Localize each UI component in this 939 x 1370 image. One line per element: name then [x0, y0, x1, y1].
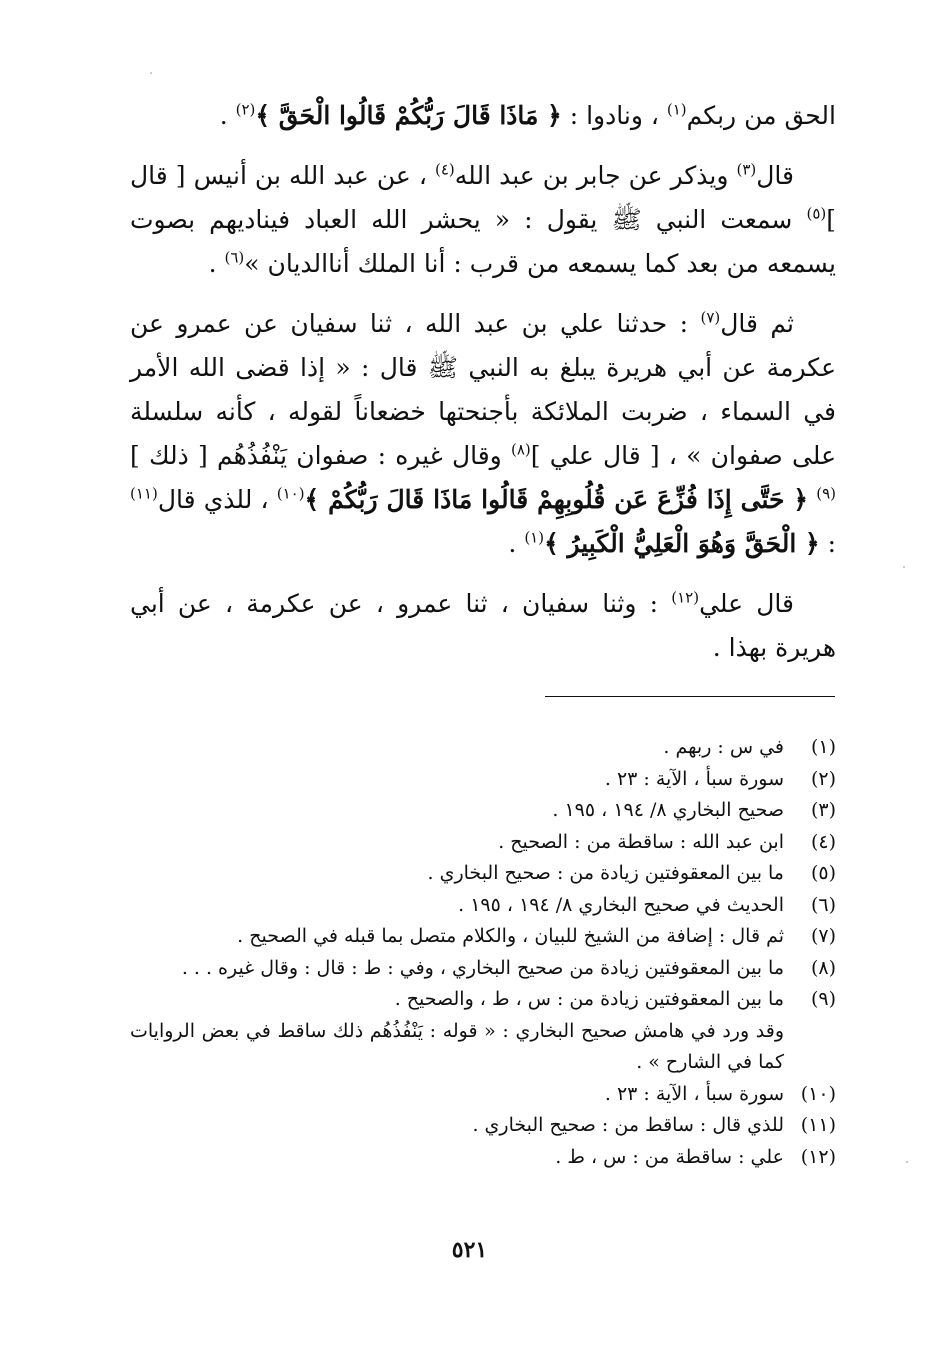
footnote-text: وقد ورد في هامش صحيح البخاري : « قوله : يَنْفُذُهُم ذلك ساقط في بعض الروايات كما في الشارح » .	[130, 1019, 784, 1073]
footnote	[130, 795, 836, 827]
paragraph	[130, 94, 836, 138]
footnote-text: في س : ربهم .	[663, 736, 784, 758]
footnote	[130, 953, 836, 985]
quran-verse: ﴿ مَاذَا قَالَ رَبُّكُمْ قَالُوا الْحَقَّ ﴾	[255, 101, 562, 130]
text-run: ويذكر عن جابر بن عبد الله	[454, 161, 737, 190]
footnote-number: (١)	[810, 736, 836, 758]
footnote	[130, 858, 836, 890]
footnote-divider	[545, 696, 835, 697]
main-text	[130, 94, 836, 686]
footnotes	[130, 732, 836, 1173]
footnote-number: (٩)	[810, 988, 836, 1010]
text-run: : حدثنا علي بن عبد الله ، ثنا سفيان عن عمرو عن عكرمة عن أبي هريرة يبلغ به النبي ﷺ قال : « إذا قضى الله الأمر في السماء ، ضربت الملائكة بأجنحتها خضعاناً لقوله ، كأنه سلسلة على صفوان » ، [ قال علي ]	[130, 309, 837, 470]
footnote-ref: (٦)	[224, 248, 245, 267]
footnote-text: ما بين المعقوفتين زيادة من : س ، ط ، والصحيح .	[394, 988, 784, 1010]
footnote-text: الحديث في صحيح البخاري ٨/ ١٩٤ ، ١٩٥ .	[458, 893, 784, 916]
footnote-ref: (٩)	[816, 484, 837, 503]
text-run: ثم قال	[720, 309, 794, 338]
footnote-text: ما بين المعقوفتين زيادة من صحيح البخاري ، وفي : ط : قال : وقال غيره . . .	[181, 956, 784, 979]
text-run: سمعت النبي ﷺ يقول : « يحشر الله العباد فيناديهم بصوت يسمعه من بعد كما يسمعه من قرب : أنا الملك أناالديان »	[130, 205, 836, 278]
footnote-number: (٢)	[810, 767, 836, 790]
paragraph	[130, 302, 836, 566]
footnote-number: (٣)	[810, 799, 836, 821]
footnote-number: (٤)	[810, 830, 836, 853]
footnote-number: (١٠)	[800, 1082, 836, 1105]
footnote	[130, 921, 836, 953]
footnote	[130, 1142, 836, 1174]
page-number: ٥٢١	[451, 1237, 488, 1263]
footnote-ref: (٧)	[700, 308, 721, 327]
footnote-ref: (٨)	[510, 440, 531, 459]
text-run: قال	[756, 161, 794, 190]
footnote-ref: (٢)	[235, 100, 256, 119]
text-run: ، عن عبد الله بن أنيس [ قال ]	[130, 161, 836, 234]
text-run: : وثنا سفيان ، ثنا عمرو ، عن عكرمة ، عن أبي هريرة بهذا .	[130, 589, 836, 662]
footnote-ref: (١٢)	[671, 588, 700, 607]
footnote-text: ثم قال : إضافة من الشيخ للبيان ، والكلام متصل بما قبله في الصحيح .	[237, 925, 784, 947]
text-run: قال علي	[699, 589, 794, 618]
footnote	[130, 1110, 836, 1142]
paragraph	[130, 154, 836, 286]
footnote-text: صحيح البخاري ٨/ ١٩٤ ، ١٩٥ .	[552, 799, 784, 821]
footnote-ref: (١)	[666, 100, 687, 119]
scan-speck	[903, 566, 905, 568]
scan-speck	[150, 72, 152, 74]
footnote-text: سورة سبأ ، الآية : ٢٣ .	[604, 767, 784, 790]
footnote	[130, 732, 836, 764]
footnote-ref: (٣)	[736, 160, 757, 179]
footnote-number: (٦)	[810, 893, 836, 916]
quran-verse: ﴿ الْحَقَّ وَهُوَ الْعَلِيُّ الْكَبِيرُ ﴾	[544, 529, 820, 558]
footnote-text: للذي قال : ساقط من : صحيح البخاري .	[472, 1114, 784, 1136]
quran-verse: ﴿ حَتَّى إِذَا فُزِّعَ عَن قُلُوبِهِمْ قَالُوا مَاذَا قَالَ رَبُّكُمْ ﴾	[304, 485, 809, 514]
footnote-text: سورة سبأ ، الآية : ٢٣ .	[604, 1082, 784, 1105]
text-run: ، للذي قال	[157, 485, 277, 514]
footnote-number: (١١)	[800, 1114, 836, 1136]
text-run: .	[508, 529, 525, 558]
scan-speck	[906, 1161, 908, 1163]
text-run: الحق من ربكم	[686, 101, 836, 130]
text-run: .	[208, 249, 225, 278]
footnote-ref: (١)	[524, 528, 545, 547]
footnote	[130, 764, 836, 796]
text-run: وقال غيره : صفوان يَنْفُذُهُم [ ذلك ]	[130, 441, 511, 470]
footnote-ref: (١٠)	[276, 484, 305, 503]
footnote-ref: (٥)	[806, 204, 827, 223]
footnote	[130, 984, 836, 1016]
footnote-number: (٧)	[810, 925, 836, 947]
text-run: :	[819, 529, 836, 558]
text-run: .	[219, 101, 236, 130]
footnote-text: علي : ساقطة من : س ، ط .	[555, 1145, 784, 1168]
footnote-text: ما بين المعقوفتين زيادة من : صحيح البخاري .	[427, 862, 784, 884]
footnote	[130, 1016, 836, 1079]
footnote-number: (١٢)	[800, 1145, 836, 1168]
footnote	[130, 827, 836, 859]
footnote	[130, 890, 836, 922]
footnote-ref: (١١)	[130, 484, 158, 503]
text-run	[808, 485, 816, 514]
footnote-ref: (٤)	[435, 160, 455, 179]
footnote-number: (٥)	[810, 862, 836, 884]
text-run: ، ونادوا :	[561, 101, 667, 130]
paragraph	[130, 582, 836, 670]
footnote	[130, 1079, 836, 1111]
footnote-text: ابن عبد الله : ساقطة من : الصحيح .	[498, 830, 784, 853]
footnote-number: (٨)	[810, 956, 836, 979]
